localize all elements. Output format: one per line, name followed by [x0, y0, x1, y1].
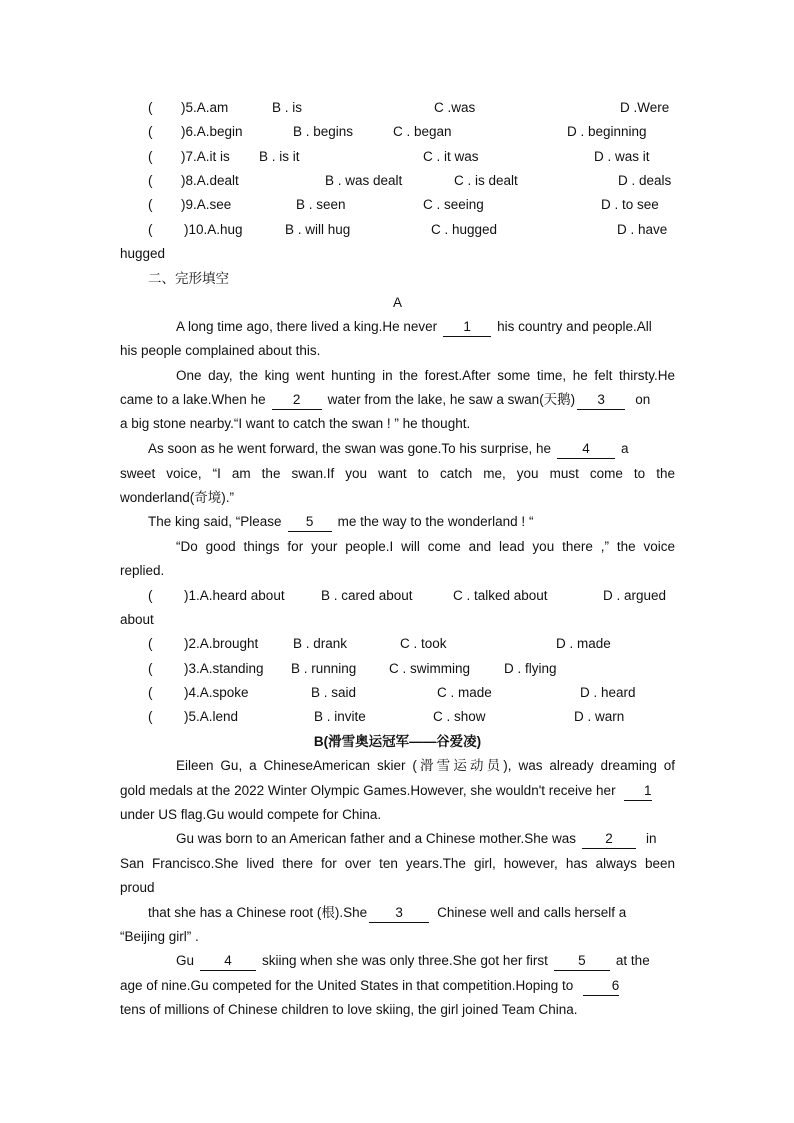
passage-a-line: his people complained about this. [120, 343, 321, 358]
option-c: C . began [393, 124, 452, 139]
blank-3: 3 [577, 392, 625, 410]
passage-a-line: came to a lake.When he 2 water from the lake, he saw a swan(天鹅) 3 on [120, 389, 675, 411]
blank-b4: 4 [200, 953, 256, 971]
blank-b2: 2 [582, 831, 636, 849]
question-stem: )9.A.see [181, 197, 232, 212]
option-c: C . seeing [423, 197, 484, 212]
passage-b-line: Eileen Gu, a ChineseAmerican skier (滑雪运动员), was already dreaming of [176, 758, 675, 773]
cloze-a-question-2: ( )2.A.brought B . drank C . took D . made [148, 636, 611, 651]
passage-b-line: gold medals at the 2022 Winter Olympic Games.However, she wouldn't receive her 1 [120, 780, 675, 802]
question-paren: ( [148, 173, 153, 188]
passage-a-line: a big stone nearby.“I want to catch the swan ! ” he thought. [120, 416, 471, 431]
option-c: C . it was [423, 149, 479, 164]
passage-a-line: sweet voice, “I am the swan.If you want to catch me, you must come to the [120, 466, 675, 481]
question-paren: ( [148, 149, 153, 164]
section-title: 二、完形填空 [148, 271, 229, 287]
question-paren: ( [148, 100, 153, 115]
passage-a-line: A long time ago, there lived a king.He never 1 his country and people.All [176, 316, 675, 338]
question-stem: )6.A.begin [181, 124, 243, 139]
question-paren: ( [148, 197, 153, 212]
question-stem: )5.A.am [181, 100, 229, 115]
passage-b-line: Gu was born to an American father and a Chinese mother.She was 2 in [176, 828, 675, 850]
blank-1: 1 [443, 319, 491, 337]
option-b: B . is it [259, 149, 300, 164]
option-b: B . begins [293, 124, 354, 139]
blank-b1: 1 [624, 783, 652, 801]
passage-b-line: Gu 4 skiing when she was only three.She got her first 5 at the [176, 950, 675, 972]
option-d: D . have [617, 222, 668, 237]
question-row-9 [0, 194, 794, 216]
option-d: D . deals [618, 173, 672, 188]
passage-b-line: that she has a Chinese root (根).She 3 Chinese well and calls herself a [148, 902, 675, 924]
passage-b-line: tens of millions of Chinese children to love skiing, the girl joined Team China. [120, 1002, 578, 1017]
blank-2: 2 [272, 392, 322, 410]
option-c: C .was [434, 100, 476, 115]
option-b: B . will hug [285, 222, 351, 237]
option-d: D . was it [594, 149, 650, 164]
passage-b-label: B(滑雪奥运冠军——谷爱凌) [313, 734, 482, 749]
option-c: C . is dealt [454, 173, 518, 188]
question-stem: )10.A.hug [184, 222, 243, 237]
blank-b5: 5 [554, 953, 610, 971]
passage-b-line: “Beijing girl” . [120, 929, 199, 944]
option-d-continuation: hugged [120, 246, 166, 261]
cloze-a-question-3: ( )3.A.standing B . running C . swimming D . flying [148, 661, 557, 676]
cloze-a-question-1-wrap: about [120, 612, 154, 627]
cloze-a-question-5: ( )5.A.lend B . invite C . show D . warn [148, 709, 625, 724]
blank-4: 4 [557, 441, 615, 459]
question-row-7 [0, 146, 794, 168]
passage-a-line: The king said, “Please 5 me the way to the wonderland ! “ [148, 511, 675, 533]
passage-a-line: “Do good things for your people.I will come and lead you there ,” the voice [176, 539, 675, 554]
question-10-wrap [0, 243, 794, 265]
passage-b-line: proud [120, 880, 155, 895]
question-stem: )7.A.it is [181, 149, 230, 164]
option-b: B . was dealt [325, 173, 403, 188]
option-d: D . to see [601, 197, 659, 212]
question-stem: )8.A.dealt [181, 173, 239, 188]
question-row-8 [0, 170, 794, 192]
option-d: D . beginning [567, 124, 647, 139]
option-d: D .Were [620, 100, 670, 115]
blank-b6: 6 [583, 978, 619, 996]
question-paren: ( [148, 222, 153, 237]
question-row-5 [0, 97, 794, 119]
question-row-10 [0, 219, 794, 241]
question-row-6 [0, 121, 794, 143]
cloze-a-question-1: ( )1.A.heard about B . cared about C . talked about D . argued [148, 588, 667, 603]
passage-a-line: As soon as he went forward, the swan was gone.To his surprise, he 4 a [148, 438, 675, 460]
passage-b-line: under US flag.Gu would compete for China. [120, 807, 382, 822]
passage-b-line: age of nine.Gu competed for the United States in that competition.Hoping to 6 [120, 975, 675, 997]
option-b: B . is [272, 100, 303, 115]
option-b: B . seen [296, 197, 346, 212]
cloze-a-question-4: ( )4.A.spoke B . said C . made D . heard [148, 685, 636, 700]
option-c: C . hugged [431, 222, 498, 237]
passage-b-line: San Francisco.She lived there for over ten years.The girl, however, has always been [120, 856, 675, 871]
blank-5: 5 [288, 514, 332, 532]
passage-a-line: One day, the king went hunting in the forest.After some time, he felt thirsty.He [176, 368, 675, 383]
passage-a-line: replied. [120, 563, 165, 578]
passage-a-line: wonderland(奇境).” [120, 490, 235, 505]
passage-a-label: A [392, 295, 402, 310]
question-paren: ( [148, 124, 153, 139]
blank-b3: 3 [369, 905, 429, 923]
